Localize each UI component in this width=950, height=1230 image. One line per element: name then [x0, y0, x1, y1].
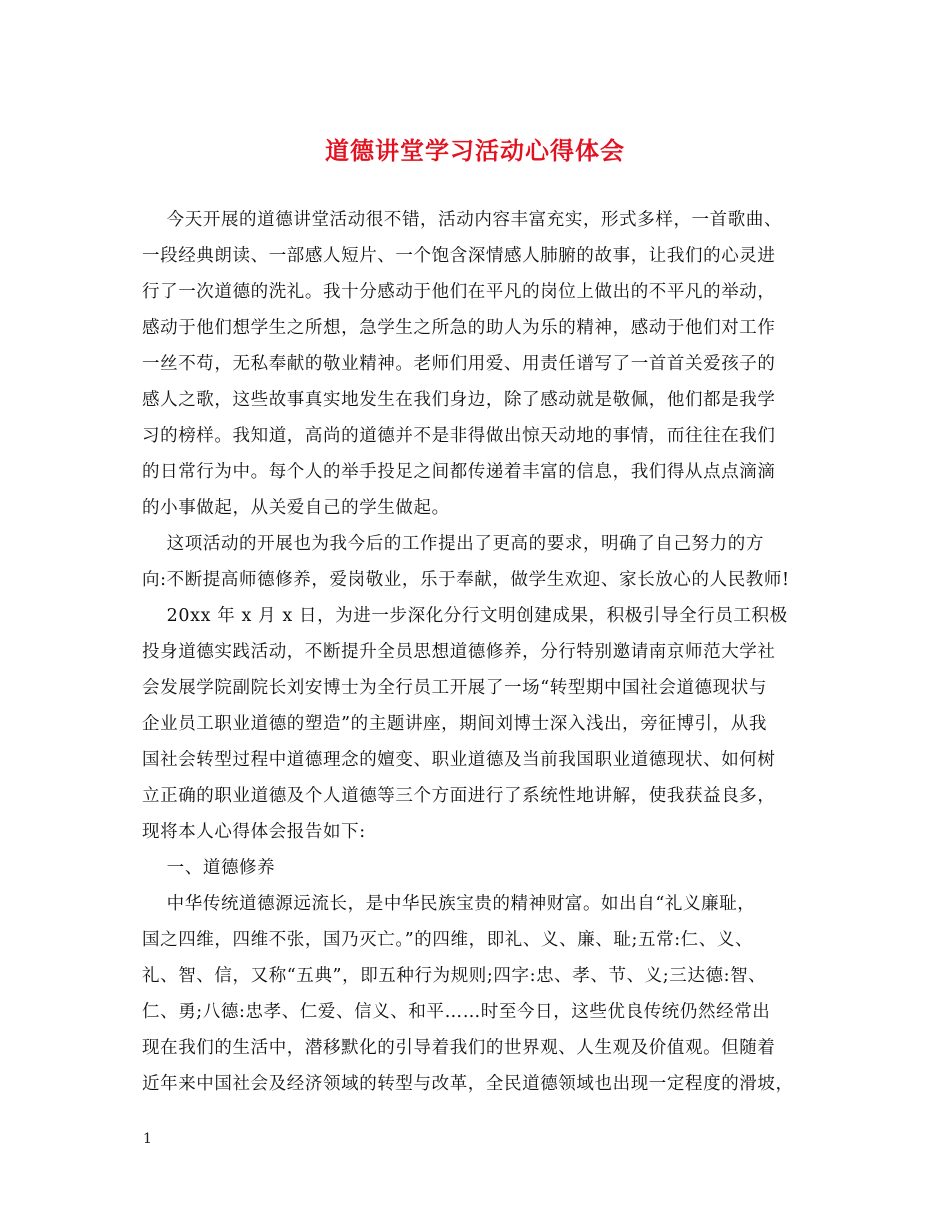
body-line: 仁、勇;八德:忠孝、仁爱、信义、和平……时至今日，这些优良传统仍然经常出: [142, 1002, 771, 1022]
page-number: 1: [143, 1131, 152, 1147]
body-line: 习的榜样。我知道，高尚的道德并不是非得做出惊天动地的事情，而往往在我们: [142, 426, 776, 446]
body-line: 国之四维，四维不张，国乃灭亡。”的四维，即礼、义、廉、耻;五常:仁、义、: [142, 930, 754, 950]
body-line: 会发展学院副院长刘安博士为全行员工开展了一场“转型期中国社会道德现状与: [142, 678, 767, 698]
body-line: 现将本人心得体会报告如下:: [142, 822, 366, 842]
body-line: 的小事做起，从关爱自己的学生做起。: [142, 498, 450, 518]
body-line: 礼、智、信，又称“五典”，即五种行为规则;四字:忠、孝、节、义;三达德:智、: [142, 966, 767, 986]
body-line: 感动于他们想学生之所想，急学生之所急的助人为乐的精神，感动于他们对工作: [142, 318, 776, 338]
body-line: 投身道德实践活动，不断提升全员思想道德修养，分行特别邀请南京师范大学社: [142, 642, 776, 662]
body-line: 中华传统道德源远流长，是中华民族宝贵的精神财富。如出自“礼义廉耻，: [142, 894, 756, 914]
body-line: 今天开展的道德讲堂活动很不错，活动内容丰富充实，形式多样，一首歌曲、: [142, 210, 783, 230]
body-line: 20xx 年 x 月 x 日，为进一步深化分行文明创建成果，积极引导全行员工积极: [142, 606, 788, 626]
body-line: 这项活动的开展也为我今后的工作提出了更高的要求，明确了自己努力的方: [142, 534, 764, 554]
document-title: 道德讲堂学习活动心得体会: [325, 136, 625, 165]
body-line: 近年来中国社会及经济领域的转型与改革，全民道德领域也出现一定程度的滑坡，: [142, 1074, 794, 1094]
body-line: 现在我们的生活中，潜移默化的引导着我们的世界观、人生观及价值观。但随着: [142, 1038, 776, 1058]
body-line: 企业员工职业道德的塑造”的主题讲座，期间刘博士深入浅出，旁征博引，从我: [142, 714, 767, 734]
body-line: 行了一次道德的洗礼。我十分感动于他们在平凡的岗位上做出的不平凡的举动，: [142, 282, 776, 302]
body-line: 感人之歌，这些故事真实地发生在我们身边，除了感动就是敬佩，他们都是我学: [142, 390, 776, 410]
body-line: 国社会转型过程中道德理念的嬗变、职业道德及当前我国职业道德现状、如何树: [142, 750, 776, 770]
body-line: 向:不断提高师德修养，爱岗敬业，乐于奉献，做学生欢迎、家长放心的人民教师!: [142, 570, 790, 590]
section-heading: 一、道德修养: [142, 858, 276, 878]
body-line: 的日常行为中。每个人的举手投足之间都传递着丰富的信息，我们得从点点滴滴: [142, 462, 776, 482]
body-line: 立正确的职业道德及个人道德等三个方面进行了系统性地讲解，使我获益良多，: [142, 786, 776, 806]
body-line: 一段经典朗读、一部感人短片、一个饱含深情感人肺腑的故事，让我们的心灵进: [142, 246, 776, 266]
body-line: 一丝不苟，无私奉献的敬业精神。老师们用爱、用责任谱写了一首首关爱孩子的: [142, 354, 776, 374]
